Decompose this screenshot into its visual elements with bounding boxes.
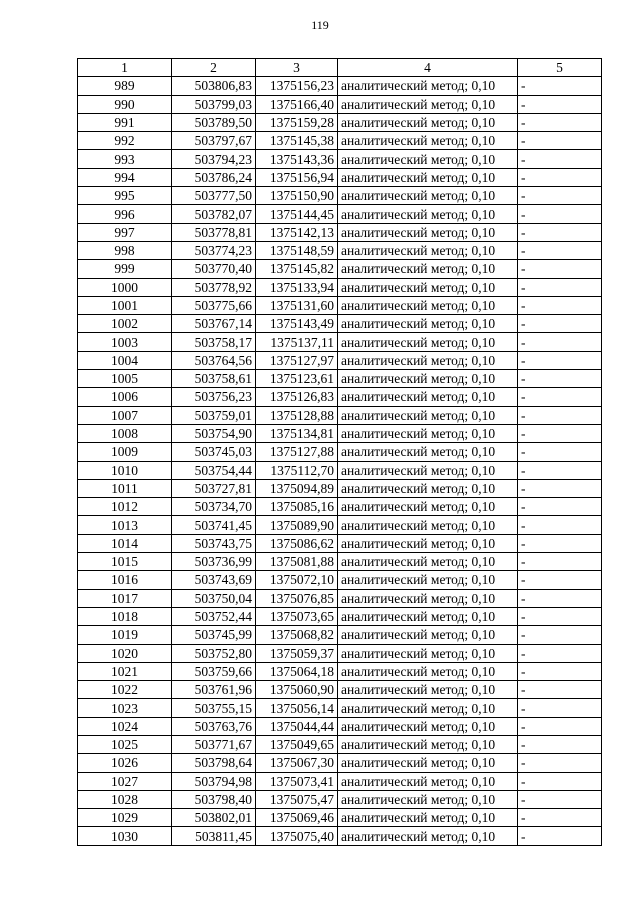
y-coordinate-cell: 1375076,85	[256, 589, 338, 607]
point-number-cell: 1006	[78, 388, 172, 406]
point-number-cell: 1013	[78, 516, 172, 534]
x-coordinate-cell: 503758,61	[172, 370, 256, 388]
note-cell: -	[518, 571, 602, 589]
method-cell: аналитический метод; 0,10	[338, 553, 518, 571]
method-cell: аналитический метод; 0,10	[338, 498, 518, 516]
method-cell: аналитический метод; 0,10	[338, 626, 518, 644]
x-coordinate-cell: 503794,98	[172, 772, 256, 790]
table-row	[78, 77, 602, 95]
y-coordinate-cell: 1375072,10	[256, 571, 338, 589]
method-cell: аналитический метод; 0,10	[338, 77, 518, 95]
y-coordinate-cell: 1375134,81	[256, 424, 338, 442]
note-cell: -	[518, 626, 602, 644]
y-coordinate-cell: 1375144,45	[256, 205, 338, 223]
note-cell: -	[518, 809, 602, 827]
y-coordinate-cell: 1375145,82	[256, 260, 338, 278]
note-cell: -	[518, 717, 602, 735]
table-row	[78, 626, 602, 644]
table-row	[78, 424, 602, 442]
x-coordinate-cell: 503778,92	[172, 278, 256, 296]
note-cell: -	[518, 424, 602, 442]
method-cell: аналитический метод; 0,10	[338, 296, 518, 314]
point-number-cell: 995	[78, 187, 172, 205]
column-header-4: 4	[338, 59, 518, 77]
point-number-cell: 1024	[78, 717, 172, 735]
y-coordinate-cell: 1375145,38	[256, 132, 338, 150]
method-cell: аналитический метод; 0,10	[338, 150, 518, 168]
note-cell: -	[518, 516, 602, 534]
x-coordinate-cell: 503759,66	[172, 662, 256, 680]
table-row	[78, 607, 602, 625]
point-number-cell: 1010	[78, 461, 172, 479]
note-cell: -	[518, 827, 602, 845]
point-number-cell: 1027	[78, 772, 172, 790]
y-coordinate-cell: 1375137,11	[256, 333, 338, 351]
y-coordinate-cell: 1375166,40	[256, 95, 338, 113]
method-cell: аналитический метод; 0,10	[338, 516, 518, 534]
method-cell: аналитический метод; 0,10	[338, 168, 518, 186]
note-cell: -	[518, 644, 602, 662]
table-row	[78, 827, 602, 845]
point-number-cell: 1029	[78, 809, 172, 827]
table-row	[78, 644, 602, 662]
method-cell: аналитический метод; 0,10	[338, 790, 518, 808]
table-row	[78, 241, 602, 259]
table-row	[78, 699, 602, 717]
method-cell: аналитический метод; 0,10	[338, 443, 518, 461]
point-number-cell: 1008	[78, 424, 172, 442]
point-number-cell: 1005	[78, 370, 172, 388]
x-coordinate-cell: 503764,56	[172, 351, 256, 369]
point-number-cell: 1004	[78, 351, 172, 369]
note-cell: -	[518, 754, 602, 772]
point-number-cell: 1000	[78, 278, 172, 296]
table-row	[78, 662, 602, 680]
table-row	[78, 754, 602, 772]
y-coordinate-cell: 1375143,49	[256, 315, 338, 333]
y-coordinate-cell: 1375131,60	[256, 296, 338, 314]
y-coordinate-cell: 1375056,14	[256, 699, 338, 717]
x-coordinate-cell: 503777,50	[172, 187, 256, 205]
y-coordinate-cell: 1375150,90	[256, 187, 338, 205]
note-cell: -	[518, 150, 602, 168]
x-coordinate-cell: 503770,40	[172, 260, 256, 278]
method-cell: аналитический метод; 0,10	[338, 278, 518, 296]
y-coordinate-cell: 1375044,44	[256, 717, 338, 735]
x-coordinate-cell: 503727,81	[172, 479, 256, 497]
point-number-cell: 1015	[78, 553, 172, 571]
x-coordinate-cell: 503734,70	[172, 498, 256, 516]
method-cell: аналитический метод; 0,10	[338, 827, 518, 845]
y-coordinate-cell: 1375069,46	[256, 809, 338, 827]
x-coordinate-cell: 503743,75	[172, 534, 256, 552]
y-coordinate-cell: 1375127,97	[256, 351, 338, 369]
x-coordinate-cell: 503745,99	[172, 626, 256, 644]
table-row	[78, 150, 602, 168]
y-coordinate-cell: 1375049,65	[256, 735, 338, 753]
note-cell: -	[518, 681, 602, 699]
table-row	[78, 388, 602, 406]
point-number-cell: 1028	[78, 790, 172, 808]
point-number-cell: 1016	[78, 571, 172, 589]
x-coordinate-cell: 503811,45	[172, 827, 256, 845]
note-cell: -	[518, 241, 602, 259]
x-coordinate-cell: 503771,67	[172, 735, 256, 753]
y-coordinate-cell: 1375089,90	[256, 516, 338, 534]
y-coordinate-cell: 1375075,40	[256, 827, 338, 845]
point-number-cell: 1022	[78, 681, 172, 699]
table-row	[78, 278, 602, 296]
table-row	[78, 790, 602, 808]
point-number-cell: 1021	[78, 662, 172, 680]
x-coordinate-cell: 503782,07	[172, 205, 256, 223]
method-cell: аналитический метод; 0,10	[338, 644, 518, 662]
point-number-cell: 996	[78, 205, 172, 223]
point-number-cell: 1009	[78, 443, 172, 461]
y-coordinate-cell: 1375075,47	[256, 790, 338, 808]
point-number-cell: 999	[78, 260, 172, 278]
table-row	[78, 406, 602, 424]
table-row	[78, 132, 602, 150]
note-cell: -	[518, 662, 602, 680]
method-cell: аналитический метод; 0,10	[338, 351, 518, 369]
method-cell: аналитический метод; 0,10	[338, 699, 518, 717]
x-coordinate-cell: 503786,24	[172, 168, 256, 186]
point-number-cell: 1018	[78, 607, 172, 625]
y-coordinate-cell: 1375142,13	[256, 223, 338, 241]
note-cell: -	[518, 479, 602, 497]
y-coordinate-cell: 1375086,62	[256, 534, 338, 552]
point-number-cell: 1030	[78, 827, 172, 845]
page-number: 119	[311, 18, 329, 32]
y-coordinate-cell: 1375156,23	[256, 77, 338, 95]
table-row	[78, 516, 602, 534]
table-row	[78, 95, 602, 113]
x-coordinate-cell: 503767,14	[172, 315, 256, 333]
x-coordinate-cell: 503752,44	[172, 607, 256, 625]
table-row	[78, 735, 602, 753]
table-row	[78, 461, 602, 479]
table-row	[78, 479, 602, 497]
y-coordinate-cell: 1375064,18	[256, 662, 338, 680]
note-cell: -	[518, 296, 602, 314]
method-cell: аналитический метод; 0,10	[338, 589, 518, 607]
table-row	[78, 809, 602, 827]
y-coordinate-cell: 1375112,70	[256, 461, 338, 479]
x-coordinate-cell: 503789,50	[172, 113, 256, 131]
note-cell: -	[518, 333, 602, 351]
x-coordinate-cell: 503797,67	[172, 132, 256, 150]
method-cell: аналитический метод; 0,10	[338, 479, 518, 497]
x-coordinate-cell: 503775,66	[172, 296, 256, 314]
column-header-1: 1	[78, 59, 172, 77]
note-cell: -	[518, 790, 602, 808]
note-cell: -	[518, 315, 602, 333]
table-row	[78, 498, 602, 516]
note-cell: -	[518, 223, 602, 241]
note-cell: -	[518, 370, 602, 388]
column-header-2: 2	[172, 59, 256, 77]
method-cell: аналитический метод; 0,10	[338, 406, 518, 424]
y-coordinate-cell: 1375128,88	[256, 406, 338, 424]
point-number-cell: 989	[78, 77, 172, 95]
x-coordinate-cell: 503802,01	[172, 809, 256, 827]
table-row	[78, 443, 602, 461]
y-coordinate-cell: 1375073,41	[256, 772, 338, 790]
point-number-cell: 991	[78, 113, 172, 131]
point-number-cell: 1019	[78, 626, 172, 644]
note-cell: -	[518, 278, 602, 296]
point-number-cell: 998	[78, 241, 172, 259]
point-number-cell: 1002	[78, 315, 172, 333]
x-coordinate-cell: 503759,01	[172, 406, 256, 424]
method-cell: аналитический метод; 0,10	[338, 424, 518, 442]
x-coordinate-cell: 503754,44	[172, 461, 256, 479]
method-cell: аналитический метод; 0,10	[338, 461, 518, 479]
table-row	[78, 571, 602, 589]
method-cell: аналитический метод; 0,10	[338, 205, 518, 223]
note-cell: -	[518, 260, 602, 278]
x-coordinate-cell: 503778,81	[172, 223, 256, 241]
note-cell: -	[518, 589, 602, 607]
table-header-row	[78, 59, 602, 77]
point-number-cell: 990	[78, 95, 172, 113]
note-cell: -	[518, 498, 602, 516]
note-cell: -	[518, 699, 602, 717]
x-coordinate-cell: 503798,40	[172, 790, 256, 808]
table-row	[78, 772, 602, 790]
method-cell: аналитический метод; 0,10	[338, 260, 518, 278]
method-cell: аналитический метод; 0,10	[338, 607, 518, 625]
table-body	[78, 77, 602, 845]
x-coordinate-cell: 503741,45	[172, 516, 256, 534]
method-cell: аналитический метод; 0,10	[338, 132, 518, 150]
y-coordinate-cell: 1375127,88	[256, 443, 338, 461]
point-number-cell: 992	[78, 132, 172, 150]
point-number-cell: 1025	[78, 735, 172, 753]
table-row	[78, 260, 602, 278]
y-coordinate-cell: 1375094,89	[256, 479, 338, 497]
x-coordinate-cell: 503736,99	[172, 553, 256, 571]
note-cell: -	[518, 77, 602, 95]
method-cell: аналитический метод; 0,10	[338, 754, 518, 772]
x-coordinate-cell: 503743,69	[172, 571, 256, 589]
method-cell: аналитический метод; 0,10	[338, 735, 518, 753]
x-coordinate-cell: 503763,76	[172, 717, 256, 735]
y-coordinate-cell: 1375060,90	[256, 681, 338, 699]
note-cell: -	[518, 388, 602, 406]
note-cell: -	[518, 607, 602, 625]
note-cell: -	[518, 534, 602, 552]
note-cell: -	[518, 132, 602, 150]
table-row	[78, 553, 602, 571]
x-coordinate-cell: 503794,23	[172, 150, 256, 168]
point-number-cell: 1012	[78, 498, 172, 516]
table-row	[78, 187, 602, 205]
x-coordinate-cell: 503755,15	[172, 699, 256, 717]
note-cell: -	[518, 95, 602, 113]
method-cell: аналитический метод; 0,10	[338, 315, 518, 333]
y-coordinate-cell: 1375133,94	[256, 278, 338, 296]
point-number-cell: 1003	[78, 333, 172, 351]
y-coordinate-cell: 1375067,30	[256, 754, 338, 772]
note-cell: -	[518, 772, 602, 790]
x-coordinate-cell: 503758,17	[172, 333, 256, 351]
table-row	[78, 681, 602, 699]
point-number-cell: 1020	[78, 644, 172, 662]
x-coordinate-cell: 503806,83	[172, 77, 256, 95]
y-coordinate-cell: 1375085,16	[256, 498, 338, 516]
method-cell: аналитический метод; 0,10	[338, 388, 518, 406]
y-coordinate-cell: 1375059,37	[256, 644, 338, 662]
point-number-cell: 1017	[78, 589, 172, 607]
note-cell: -	[518, 461, 602, 479]
y-coordinate-cell: 1375123,61	[256, 370, 338, 388]
column-header-3: 3	[256, 59, 338, 77]
method-cell: аналитический метод; 0,10	[338, 241, 518, 259]
point-number-cell: 1014	[78, 534, 172, 552]
note-cell: -	[518, 168, 602, 186]
table-row	[78, 717, 602, 735]
table-row	[78, 168, 602, 186]
x-coordinate-cell: 503745,03	[172, 443, 256, 461]
note-cell: -	[518, 205, 602, 223]
point-number-cell: 1007	[78, 406, 172, 424]
method-cell: аналитический метод; 0,10	[338, 571, 518, 589]
coordinates-table	[77, 58, 602, 846]
x-coordinate-cell: 503798,64	[172, 754, 256, 772]
y-coordinate-cell: 1375159,28	[256, 113, 338, 131]
table-row	[78, 223, 602, 241]
method-cell: аналитический метод; 0,10	[338, 113, 518, 131]
y-coordinate-cell: 1375156,94	[256, 168, 338, 186]
x-coordinate-cell: 503750,04	[172, 589, 256, 607]
y-coordinate-cell: 1375068,82	[256, 626, 338, 644]
method-cell: аналитический метод; 0,10	[338, 223, 518, 241]
method-cell: аналитический метод; 0,10	[338, 370, 518, 388]
table-row	[78, 351, 602, 369]
x-coordinate-cell: 503752,80	[172, 644, 256, 662]
method-cell: аналитический метод; 0,10	[338, 95, 518, 113]
method-cell: аналитический метод; 0,10	[338, 681, 518, 699]
point-number-cell: 997	[78, 223, 172, 241]
x-coordinate-cell: 503754,90	[172, 424, 256, 442]
note-cell: -	[518, 735, 602, 753]
method-cell: аналитический метод; 0,10	[338, 809, 518, 827]
y-coordinate-cell: 1375143,36	[256, 150, 338, 168]
table-row	[78, 113, 602, 131]
note-cell: -	[518, 443, 602, 461]
method-cell: аналитический метод; 0,10	[338, 717, 518, 735]
table-row	[78, 205, 602, 223]
method-cell: аналитический метод; 0,10	[338, 772, 518, 790]
table-row	[78, 370, 602, 388]
note-cell: -	[518, 406, 602, 424]
x-coordinate-cell: 503756,23	[172, 388, 256, 406]
table-row	[78, 296, 602, 314]
point-number-cell: 1026	[78, 754, 172, 772]
note-cell: -	[518, 553, 602, 571]
point-number-cell: 993	[78, 150, 172, 168]
y-coordinate-cell: 1375126,83	[256, 388, 338, 406]
note-cell: -	[518, 113, 602, 131]
x-coordinate-cell: 503774,23	[172, 241, 256, 259]
table-row	[78, 315, 602, 333]
point-number-cell: 1001	[78, 296, 172, 314]
column-header-5: 5	[518, 59, 602, 77]
x-coordinate-cell: 503799,03	[172, 95, 256, 113]
table-row	[78, 534, 602, 552]
y-coordinate-cell: 1375148,59	[256, 241, 338, 259]
table-row	[78, 589, 602, 607]
note-cell: -	[518, 351, 602, 369]
method-cell: аналитический метод; 0,10	[338, 662, 518, 680]
method-cell: аналитический метод; 0,10	[338, 187, 518, 205]
table-row	[78, 333, 602, 351]
point-number-cell: 1011	[78, 479, 172, 497]
method-cell: аналитический метод; 0,10	[338, 534, 518, 552]
method-cell: аналитический метод; 0,10	[338, 333, 518, 351]
note-cell: -	[518, 187, 602, 205]
y-coordinate-cell: 1375081,88	[256, 553, 338, 571]
point-number-cell: 994	[78, 168, 172, 186]
point-number-cell: 1023	[78, 699, 172, 717]
y-coordinate-cell: 1375073,65	[256, 607, 338, 625]
x-coordinate-cell: 503761,96	[172, 681, 256, 699]
